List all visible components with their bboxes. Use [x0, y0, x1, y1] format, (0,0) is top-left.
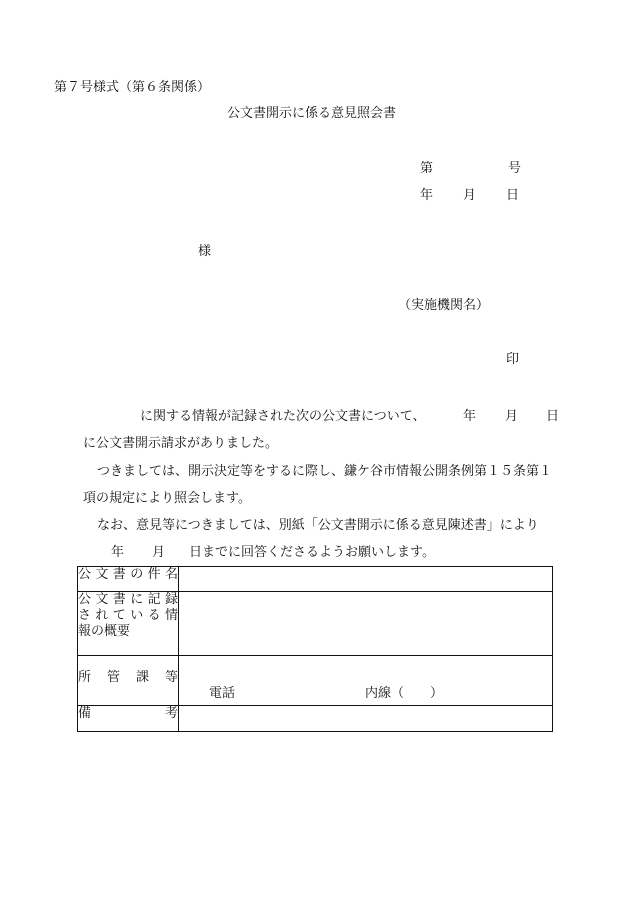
label-summary-line2: されている情	[78, 608, 178, 623]
label-summary	[78, 592, 179, 656]
label-summary-line3: 報の概要	[78, 624, 131, 639]
label-remarks	[78, 706, 179, 732]
body-p3-month: 月	[152, 545, 166, 560]
date-year: 年	[420, 188, 434, 203]
date-day: 日	[506, 188, 520, 203]
date-month: 月	[463, 188, 477, 203]
body-p2-b: 項の規定により照会します。	[83, 491, 251, 506]
label-remarks-2: 考	[164, 706, 178, 721]
doc-number-prefix: 第	[420, 161, 434, 176]
body-p1-year: 年	[463, 409, 477, 424]
label-department	[78, 656, 179, 706]
phone-label: 電話	[209, 686, 236, 701]
field-subject[interactable]	[179, 567, 553, 592]
label-subject-text: 公文書の件名	[78, 567, 178, 582]
field-department[interactable]	[179, 656, 553, 706]
info-table	[77, 566, 553, 732]
label-subject	[78, 567, 179, 592]
table-row-remarks	[78, 706, 553, 732]
body-p3-b: 日までに回答くださるようお願いします。	[189, 545, 435, 560]
body-p3-a: なお、意見等につきましては、別紙「公文書開示に係る意見陳述書」により	[97, 518, 539, 533]
label-department-text: 所管課等	[78, 670, 178, 685]
label-summary-line1: 公文書に記録	[78, 592, 178, 607]
form-number: 第７号様式（第６条関係）	[54, 80, 211, 95]
body-p1-day: 日	[546, 409, 560, 424]
table-row-department	[78, 656, 553, 706]
body-p1-b: に公文書開示請求がありました。	[83, 436, 279, 451]
field-summary[interactable]	[179, 592, 553, 656]
extension-label: 内線（ ）	[365, 686, 444, 701]
body-p2-a: つきましては、開示決定等をするに際し、鎌ケ谷市情報公開条例第１５条第１	[97, 464, 553, 479]
doc-number-suffix: 号	[508, 161, 522, 176]
agency-name: （実施機関名）	[398, 298, 490, 313]
table-row-summary	[78, 592, 553, 656]
label-remarks-1: 備	[78, 706, 92, 721]
seal-mark: 印	[506, 352, 520, 367]
field-remarks[interactable]	[179, 706, 553, 732]
document-title: 公文書開示に係る意見照会書	[227, 106, 397, 121]
addressee-suffix: 様	[198, 244, 212, 259]
table-row-subject	[78, 567, 553, 592]
body-p3-year: 年	[111, 545, 125, 560]
body-p1-month: 月	[505, 409, 519, 424]
body-p1-a: に関する情報が記録された次の公文書について、	[140, 409, 426, 424]
